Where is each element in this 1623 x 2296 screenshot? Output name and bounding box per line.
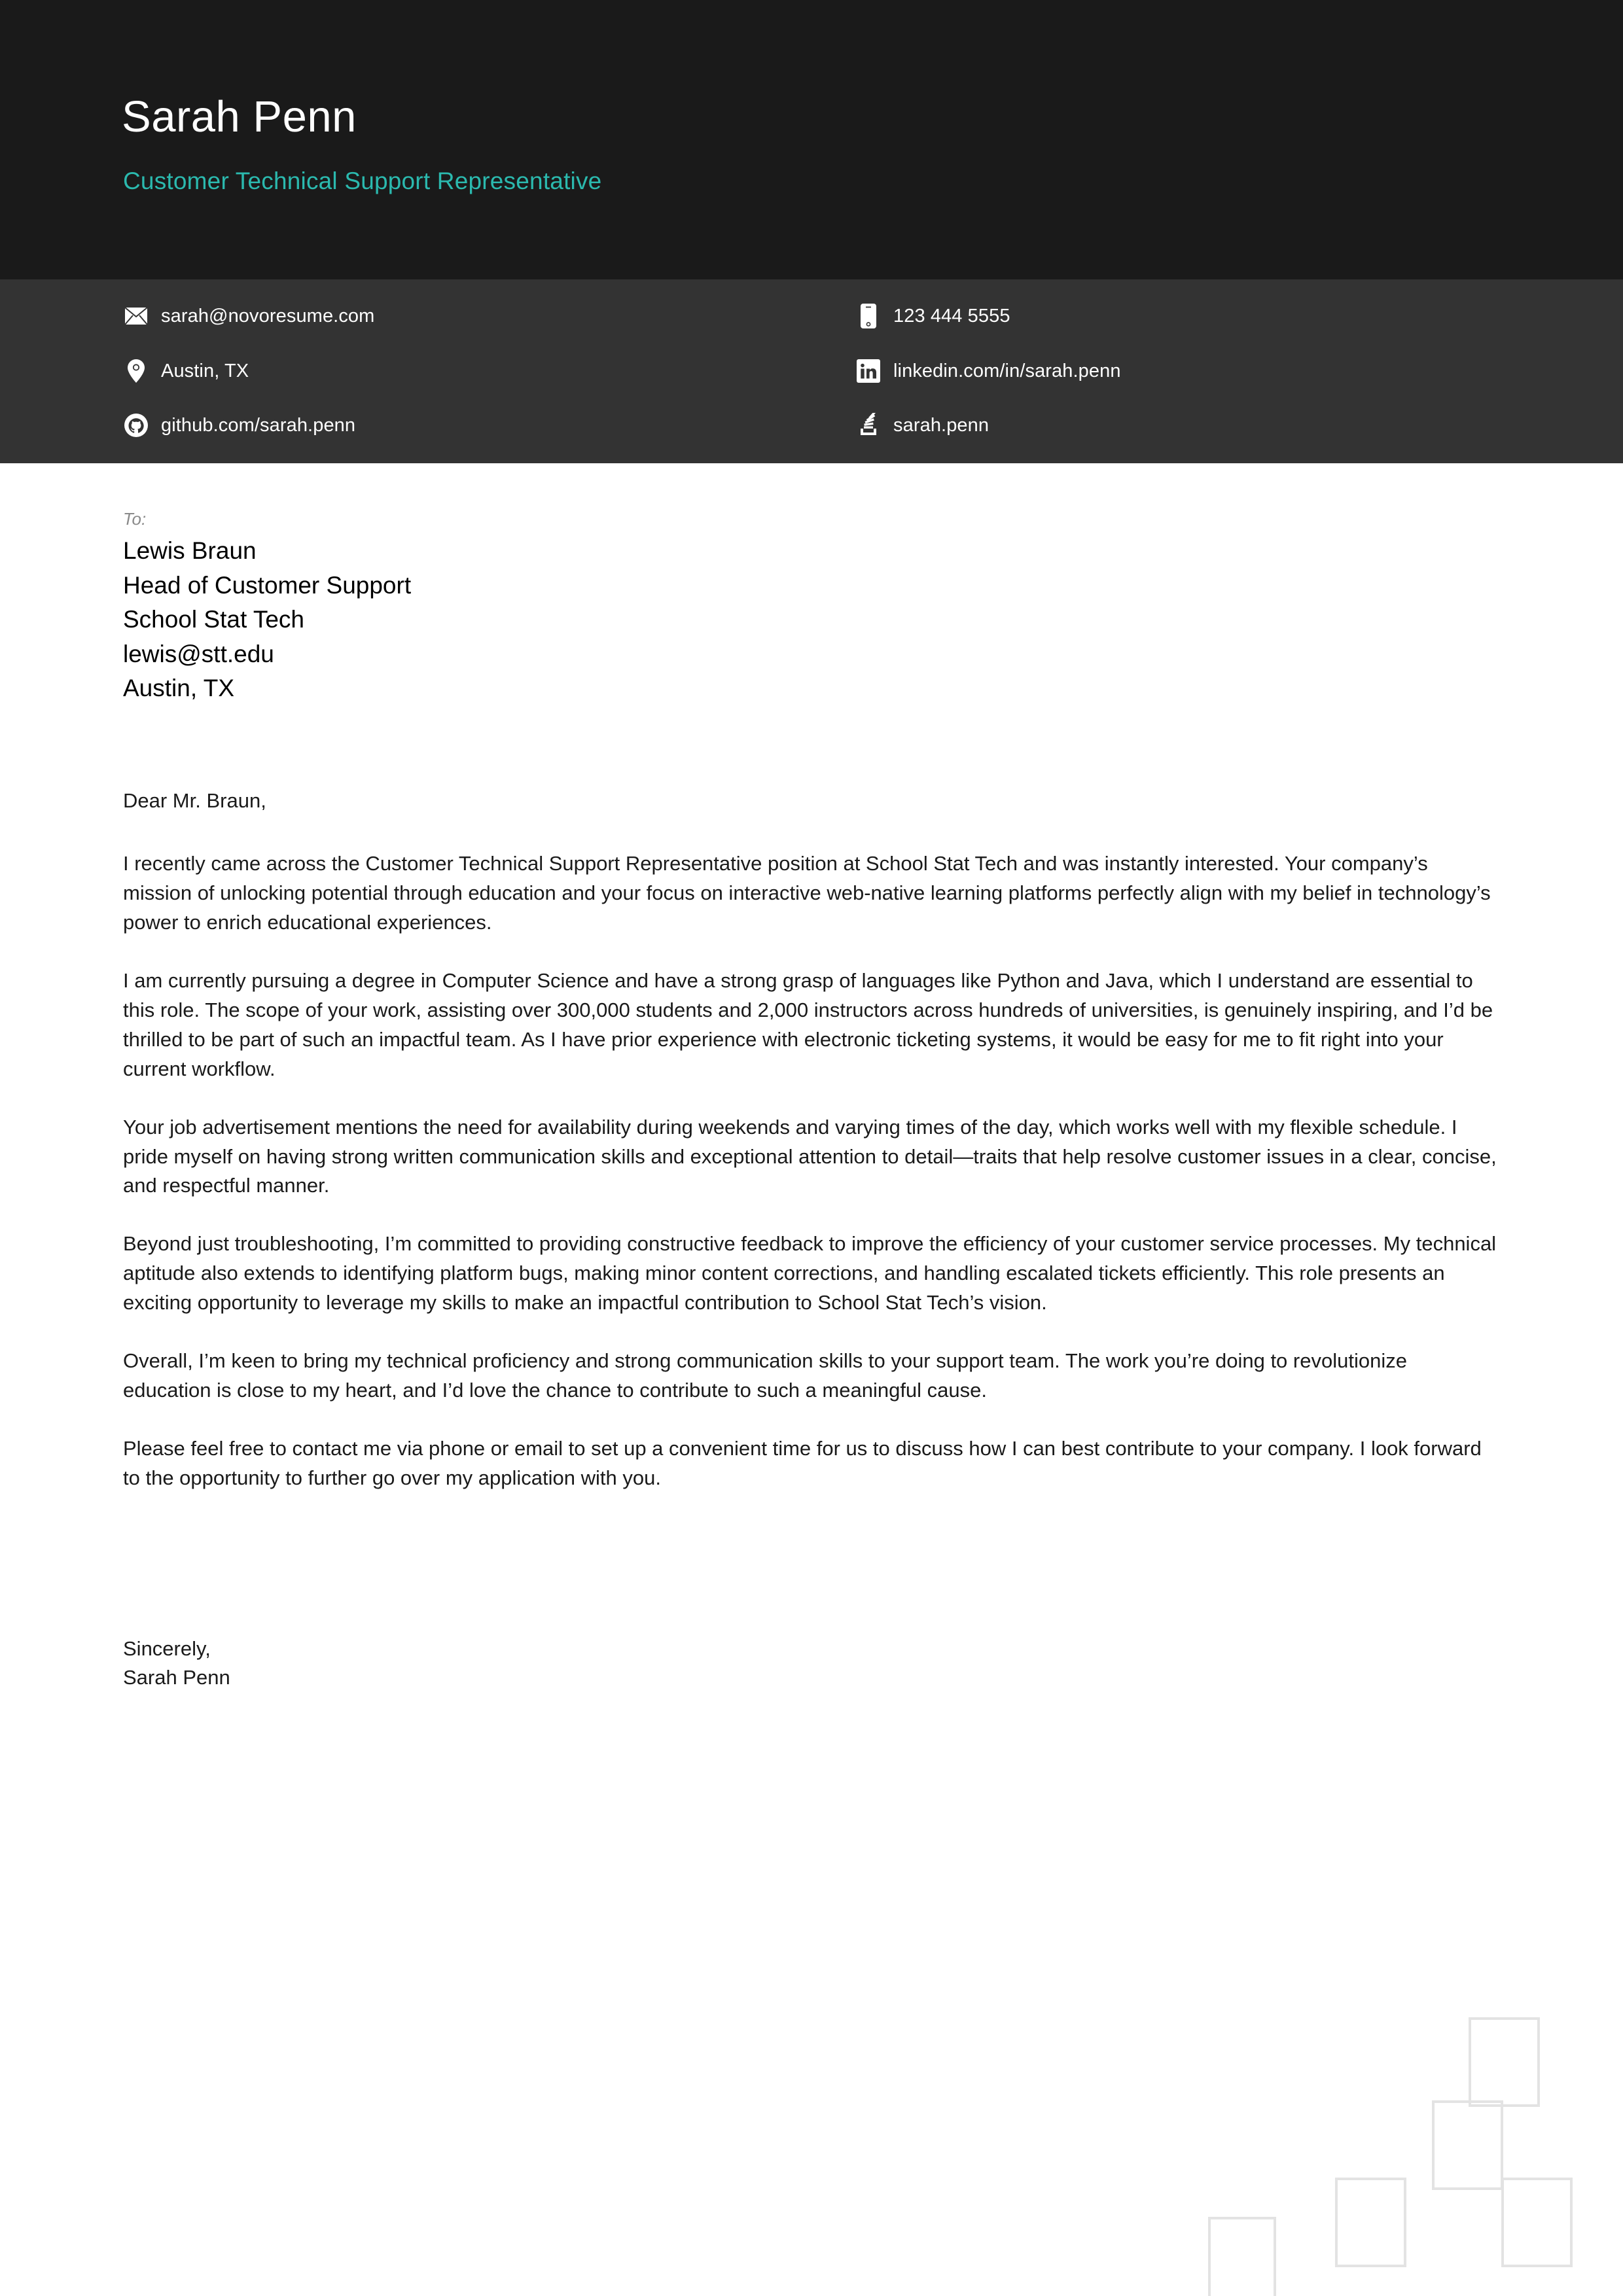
contact-location-label: Austin, TX: [161, 360, 249, 381]
letter-paragraph: I am currently pursuing a degree in Computer Science and have a strong grasp of languages like Python and Java, which I understand are essential to this role. The scope of your work, assisting over 300,000 students and 2,000 instructors across hundreds of universities, is genuinely inspiring, and I’d be thrilled to be part of such an impactful team. As I have prior experience with electronic ticketing systems, it would be easy for me to fit right into your current workflow.: [123, 968, 1493, 1080]
contact-linkedin-label: linkedin.com/in/sarah.penn: [893, 360, 1121, 381]
letter-paragraph: Overall, I’m keen to bring my technical proficiency and strong communication skills to your support team. The work you’re doing to revolutionize education is close to my heart, and I’d love the chance to contribute to such a meaningful cause.: [123, 1349, 1407, 1402]
recipient-line-email: lewis@stt.edu: [123, 640, 274, 667]
applicant-name: Sarah Penn: [122, 92, 357, 141]
envelope-icon: [122, 302, 151, 330]
recipient-line-company: School Stat Tech: [123, 606, 304, 633]
contact-phone-label: 123 444 5555: [893, 305, 1010, 327]
contact-github-label: github.com/sarah.penn: [161, 414, 356, 436]
contact-item-github[interactable]: [122, 411, 355, 440]
applicant-job-title: Customer Technical Support Representative: [123, 168, 602, 194]
contact-email-label: sarah@novoresume.com: [161, 305, 375, 327]
linkedin-icon: [854, 357, 883, 385]
signature-name: Sarah Penn: [123, 1666, 230, 1689]
contact-band: [0, 279, 1623, 463]
letter-paragraph: I recently came across the Customer Technical Support Representative position at School Stat Tech and was instantly interested. Your company’s mission of unlocking potential through education and your focus on interactive web-native learning platforms perfectly align with my belief in technology’s power to enrich educational experiences.: [123, 852, 1491, 934]
header-band: [0, 0, 1623, 279]
letter-paragraph: Please feel free to contact me via phone or email to set up a convenient time for us to discuss how I can best contribute to your company. I look forward to the opportunity to further go over my application with you.: [123, 1437, 1482, 1489]
closing-line: Sincerely,: [123, 1637, 211, 1660]
location-pin-icon: [122, 357, 151, 385]
stackoverflow-icon: [854, 411, 883, 440]
recipient-line-title: Head of Customer Support: [123, 571, 412, 599]
phone-icon: [854, 302, 883, 330]
github-icon: [122, 411, 151, 440]
to-label: To:: [123, 509, 147, 529]
letter-paragraphs: [123, 849, 1499, 1493]
contact-item-email[interactable]: [122, 302, 374, 330]
contact-item-phone[interactable]: [854, 302, 1010, 330]
salutation: Dear Mr. Braun,: [123, 789, 266, 812]
signature-block: [123, 1634, 230, 1692]
recipient-block: [123, 534, 411, 706]
recipient-line-name: Lewis Braun: [123, 537, 257, 564]
contact-item-location[interactable]: [122, 357, 249, 385]
letter-paragraph: Your job advertisement mentions the need for availability during weekends and varying times of the day, which works well with my flexible schedule. I pride myself on having strong written communication skills and exceptional attention to detail—traits that help resolve customer issues in a clear, concise, and respectful manner.: [123, 1115, 1497, 1197]
recipient-line-location: Austin, TX: [123, 675, 235, 702]
contact-stackoverflow-label: sarah.penn: [893, 414, 990, 436]
rectangle-pattern: [720, 1930, 1623, 2296]
contact-item-linkedin[interactable]: [854, 357, 1121, 385]
letter-paragraph: Beyond just troubleshooting, I’m committed to providing constructive feedback to improve the efficiency of your customer service processes. My technical aptitude also extends to identifying platform bugs, making minor content corrections, and handling escalated tickets efficiently. This role presents an exciting opportunity to leverage my skills to make an impactful contribution to School Stat Tech’s vision.: [123, 1232, 1497, 1315]
contact-item-stackoverflow[interactable]: [854, 411, 989, 440]
